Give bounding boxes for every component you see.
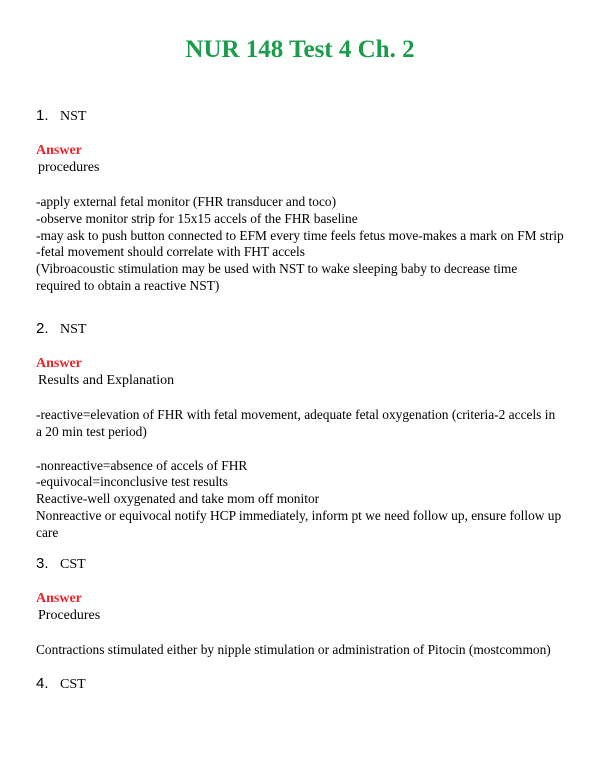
answer-label: Answer bbox=[36, 143, 82, 158]
answer-label: Answer bbox=[36, 591, 82, 606]
answer-line: -apply external fetal monitor (FHR transducer and toco) bbox=[36, 194, 337, 209]
answer-label: Answer bbox=[36, 356, 82, 371]
question-2 bbox=[36, 318, 564, 542]
answer-line: -nonreactive=absence of accels of FHR bbox=[36, 457, 248, 473]
answer-line: Contractions stimulated either by nipple stimulation or administration of Pitocin (mostcommon) bbox=[36, 642, 551, 657]
question-header bbox=[36, 318, 564, 340]
answer-line: -observe monitor strip for 15x15 accels of the FHR baseline bbox=[36, 210, 358, 226]
answer-type: procedures bbox=[38, 160, 100, 175]
question-3 bbox=[36, 553, 564, 659]
question-number: 4. bbox=[36, 675, 49, 692]
answer-lines bbox=[36, 458, 564, 542]
answer-type: Results and Explanation bbox=[38, 373, 175, 388]
question-term: NST bbox=[60, 109, 87, 124]
question-header bbox=[36, 105, 564, 127]
question-1 bbox=[36, 105, 564, 295]
answer-lines bbox=[36, 642, 564, 659]
answer-line: (Vibroacoustic stimulation may be used with NST to wake sleeping baby to decrease time required to obtain a reactive NST) bbox=[36, 261, 518, 293]
answer-lines bbox=[36, 194, 564, 295]
answer-line: -fetal movement should correlate with FHT accels bbox=[36, 244, 305, 260]
question-term: NST bbox=[60, 322, 87, 337]
question-number: 2. bbox=[36, 320, 49, 337]
answer-line: -equivocal=inconclusive test results bbox=[36, 474, 228, 490]
question-term: CST bbox=[60, 677, 86, 692]
answer-type: Procedures bbox=[38, 608, 101, 623]
question-number: 1. bbox=[36, 107, 49, 124]
answer-lines bbox=[36, 407, 564, 441]
page-title: NUR 148 Test 4 Ch. 2 bbox=[185, 36, 415, 63]
question-header bbox=[36, 673, 564, 695]
answer-line: -reactive=elevation of FHR with fetal movement, adequate fetal oxygenation (criteria-2 accels in a 20 min test period) bbox=[36, 407, 556, 439]
question-term: CST bbox=[60, 557, 86, 572]
answer-line: Nonreactive or equivocal notify HCP immediately, inform pt we need follow up, ensure follow up care bbox=[36, 507, 562, 540]
question-number: 3. bbox=[36, 555, 49, 572]
answer-line: Reactive-well oxygenated and take mom off monitor bbox=[36, 491, 320, 507]
answer-line: -may ask to push button connected to EFM every time feels fetus move-makes a mark on FM strip bbox=[36, 227, 564, 243]
question-header bbox=[36, 553, 564, 575]
question-4 bbox=[36, 673, 564, 695]
